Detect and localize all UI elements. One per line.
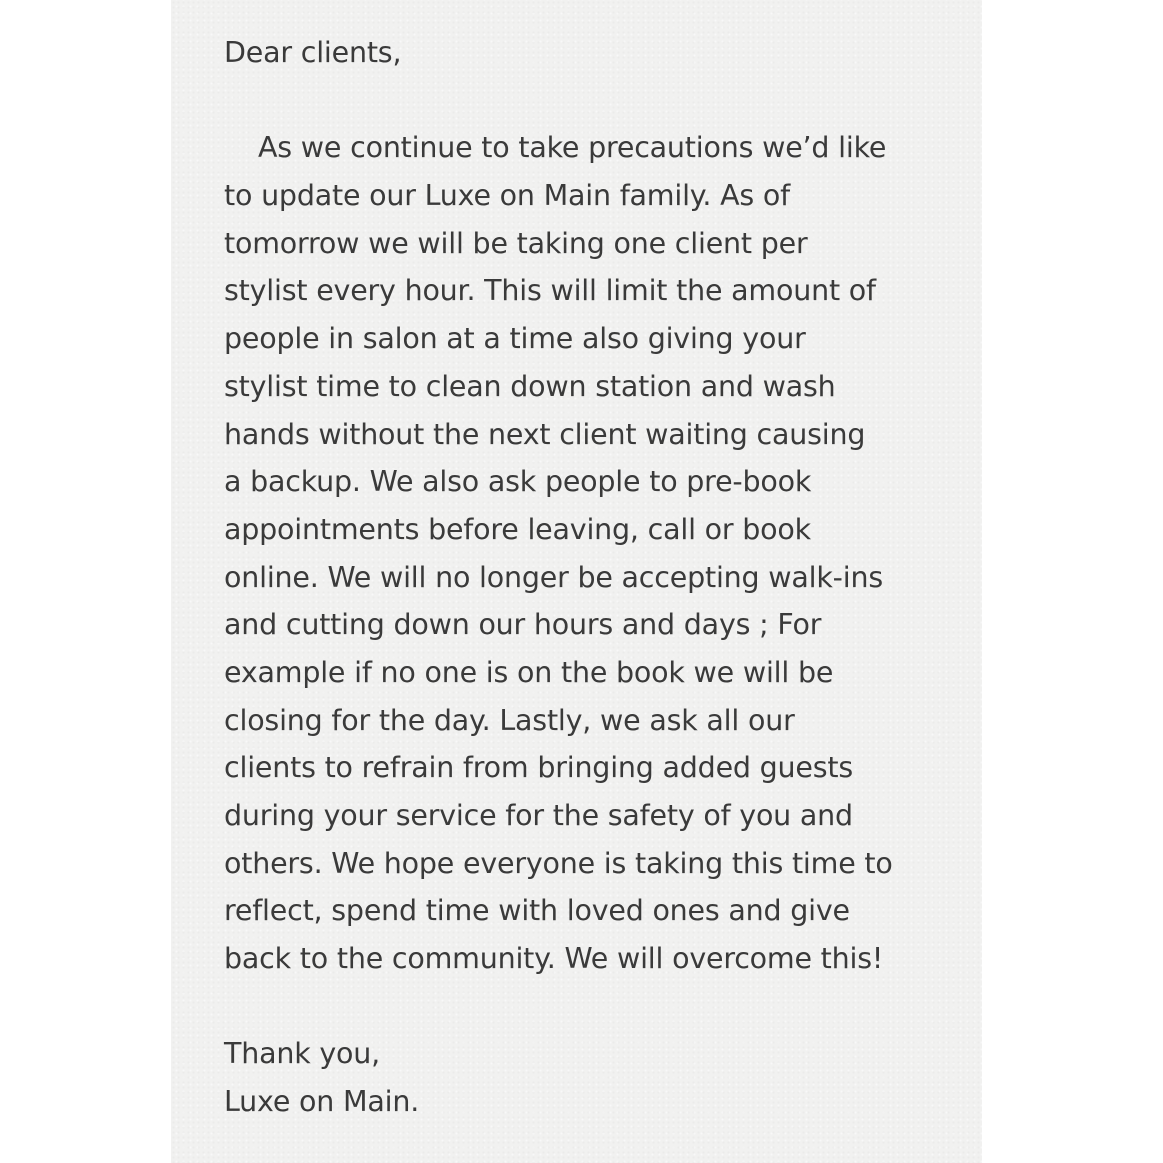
closing: Thank you, [224, 1037, 380, 1071]
blank-line [224, 983, 944, 1031]
body-line: back to the community. We will overcome this! [224, 942, 884, 976]
body-line: people in salon at a time also giving your [224, 322, 806, 356]
body-line: stylist every hour. This will limit the amount of [224, 274, 876, 308]
body-line: stylist time to clean down station and wash [224, 369, 836, 403]
letter [224, 29, 944, 1126]
body-line: clients to refrain from bringing added guests [224, 751, 854, 785]
greeting: Dear clients, [224, 36, 402, 69]
paper-background [171, 0, 982, 1163]
body-line: example if no one is on the book we will be [224, 655, 834, 689]
body-line: tomorrow we will be taking one client per [224, 226, 808, 260]
signature: Luxe on Main. [224, 1085, 420, 1119]
body-line: closing for the day. Lastly, we ask all our [224, 703, 795, 737]
body-line: a backup. We also ask people to pre-book [224, 465, 812, 499]
body-line: appointments before leaving, call or book [224, 512, 811, 546]
blank-line [224, 77, 944, 125]
body-line: and cutting down our hours and days ; For [224, 608, 822, 642]
letter-body [224, 124, 944, 982]
body-line: during your service for the safety of you and [224, 799, 853, 832]
body-line: reflect, spend time with loved ones and give [224, 894, 850, 928]
body-line: As we continue to take precautions we’d like [258, 131, 887, 165]
body-line: online. We will no longer be accepting walk-ins [224, 560, 883, 594]
body-line: to update our Luxe on Main family. As of [224, 179, 790, 213]
body-line: hands without the next client waiting causing [224, 417, 866, 451]
body-line: others. We hope everyone is taking this time to [224, 846, 893, 880]
